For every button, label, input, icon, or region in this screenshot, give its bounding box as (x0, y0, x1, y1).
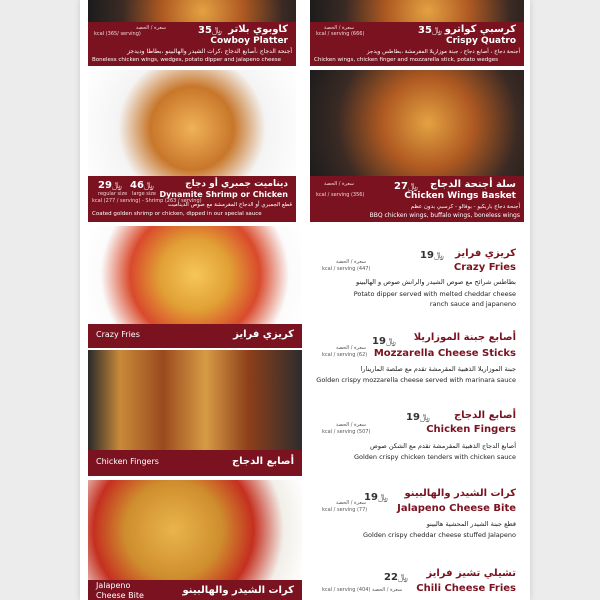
dynamite-desc-ar: قطع الجمبري أو الدجاج المقرمشة مع صوص الديناميت (167, 202, 292, 208)
dynamite-photo (88, 70, 296, 176)
mozzarella-sticks-kcal: kcal / serving (62) (322, 352, 368, 358)
cowboy-platter-title-ar: كاوبوي بلاتر (228, 24, 288, 35)
crazy-fries-title-en: Crazy Fries (453, 262, 516, 273)
jalapeno-cheese-bite-title-ar: كرات الشيدر والهالبينو (404, 488, 516, 499)
jalapeno-cheese-bite-bar-en-2: Cheese Bite (96, 591, 144, 600)
dynamite-desc-en: Coated golden shrimp or chicken, dipped in our special sauce (92, 211, 262, 217)
mozzarella-sticks-price: 19﷼ (372, 336, 396, 347)
dynamite-title-en: Dynamite Shrimp or Chicken (159, 190, 288, 199)
crispy-quatro-unit-ar: سعرة / الحصة (324, 25, 354, 31)
dynamite-size-large: large size (132, 191, 156, 197)
chili-cheese-fries-kcal: kcal / serving (404) سعرة / الحصة (322, 587, 403, 593)
dynamite-title-ar: ديناميت جمبري أو دجاج (185, 179, 288, 189)
mozzarella-sticks-unit-ar: سعرة / الحصة (336, 345, 366, 351)
jalapeno-cheese-bite-price: 19﷼ (364, 492, 388, 503)
crazy-fries-bar-ar: كريزي فرايز (233, 329, 294, 340)
crazy-fries-unit-ar: سعرة / الحصة (336, 259, 366, 265)
cowboy-platter-panel (88, 22, 296, 66)
jalapeno-cheese-bite-title-en: Jalapeno Cheese Bite (397, 503, 516, 514)
crispy-quatro-price: 35﷼ (418, 25, 442, 36)
chicken-wings-basket-title-ar: سلة أجنحة الدجاج (429, 179, 516, 190)
chicken-fingers-price: 19﷼ (406, 412, 430, 423)
cowboy-platter-kcal: kcal (365/ serving) (94, 31, 141, 37)
mozzarella-sticks-desc-ar: جبنة الموزاريلا الذهبية المقرمشة تقدم مع صلصة المارينارا (360, 365, 516, 373)
cowboy-platter-price: 35﷼ (198, 25, 222, 36)
chicken-fingers-bar-en: Chicken Fingers (96, 457, 159, 466)
mozzarella-sticks-desc-en: Golden crispy mozzarella cheese served with marinara sauce (316, 376, 516, 384)
dynamite-kcal: kcal (277 / serving) - Shrimp (263 / serving) (92, 198, 202, 204)
mozzarella-sticks-title-ar: أصابع جبنة الموزاريلا (413, 332, 516, 343)
crispy-quatro-kcal: kcal / serving (666) (316, 31, 365, 37)
chicken-wings-basket-title-en: Chicken Wings Basket (404, 191, 516, 201)
chicken-fingers-title-ar: أصابع الدجاج (453, 410, 516, 421)
jalapeno-cheese-bite-desc-ar: قطع جبنة الشيدر المحشية هالبينو (426, 520, 516, 528)
crazy-fries-label-bar (88, 324, 302, 348)
jalapeno-cheese-bite-desc-en: Golden crispy cheddar cheese stuffed Jalapeno (362, 531, 516, 539)
chicken-wings-basket-desc-ar: أجنحة دجاج باربكيو - بوفالو - كرسبي بدون عظم (410, 204, 520, 210)
crazy-fries-title-ar: كريزي فرايز (455, 248, 516, 259)
dynamite-price-regular: 29﷼ (98, 180, 122, 191)
chicken-wings-basket-photo (310, 70, 524, 176)
crazy-fries-desc-en-2: ranch sauce and japaneno (429, 300, 516, 308)
cowboy-platter-title-en: Cowboy Platter (210, 36, 288, 46)
chicken-wings-basket-unit-ar: سعرة / الحصة (324, 181, 354, 187)
jalapeno-cheese-bite-unit-ar: سعرة / الحصة (336, 500, 366, 506)
jalapeno-cheese-bite-photo (88, 480, 302, 580)
chicken-wings-basket-kcal: kcal / serving (356) (316, 192, 365, 198)
chicken-fingers-bar-ar: أصابع الدجاج (231, 456, 294, 467)
crispy-quatro-title-ar: كرسبي كواترو (444, 24, 516, 35)
crazy-fries-kcal: kcal / serving (447) (322, 266, 371, 272)
chicken-fingers-title-en: Chicken Fingers (426, 424, 516, 435)
crispy-quatro-title-en: Crispy Quatro (446, 36, 516, 46)
mozzarella-sticks-title-en: Mozzarella Cheese Sticks (373, 348, 516, 359)
dynamite-price-large: 46﷼ (130, 180, 154, 191)
menu-page (80, 0, 530, 600)
chicken-fingers-photo (88, 350, 302, 450)
cowboy-platter-desc-en: Boneless chicken wings, wedges, potato dipper and jalapeno cheese (92, 57, 281, 63)
chili-cheese-fries-title-ar: تشيلي تشيز فرايز (426, 568, 516, 579)
cowboy-platter-unit-ar: سعرة / الحصة (136, 25, 166, 31)
crispy-quatro-photo (310, 0, 524, 22)
crazy-fries-price: 19﷼ (420, 250, 444, 261)
chicken-fingers-desc-en: Golden crispy chicken tenders with chicken sauce (353, 453, 516, 461)
chili-cheese-fries-price: 22﷼ (384, 572, 408, 583)
chicken-fingers-label-bar (88, 450, 302, 476)
crazy-fries-photo (88, 226, 302, 324)
chicken-wings-basket-panel (310, 176, 524, 222)
chicken-fingers-unit-ar: سعرة / الحصة (336, 422, 366, 428)
chicken-wings-basket-price: 27﷼ (394, 181, 418, 192)
crazy-fries-desc-ar: بطاطس شرائح مع صوص الشيدر والرانش صوص و الهالبينو (355, 278, 516, 286)
crispy-quatro-desc-en: Chicken wings, chicken finger and mozzarella stick, potato wedges (314, 57, 499, 63)
chili-cheese-fries-title-en: Chili Cheese Fries (416, 583, 516, 594)
crazy-fries-bar-en: Crazy Fries (96, 330, 140, 339)
dynamite-panel (88, 176, 296, 222)
chicken-fingers-kcal: kcal / serving (507) (322, 429, 371, 435)
crazy-fries-desc-en-1: Potato dipper served with melted cheddar cheese (353, 290, 516, 298)
dynamite-size-regular: regular size (98, 191, 128, 197)
jalapeno-cheese-bite-bar-ar: كرات الشيدر والهالبينو (182, 585, 294, 596)
chicken-wings-basket-desc-en: BBQ chicken wings, buffalo wings, boneless wings (369, 212, 520, 219)
jalapeno-cheese-bite-bar-en-1: Jalapeno (96, 581, 131, 590)
crispy-quatro-desc-ar: أجنحة دجاج ، أصابع دجاج ، جبنة موزاريلا المقرمشة ،بطاطس ويدجز (366, 49, 520, 55)
jalapeno-cheese-bite-label-bar (88, 580, 302, 600)
crispy-quatro-panel (310, 22, 524, 66)
jalapeno-cheese-bite-kcal: kcal / serving (77) (322, 507, 368, 513)
cowboy-platter-photo (88, 0, 296, 22)
cowboy-platter-desc-ar: أجنحة الدجاج ،أصابع الدجاج ،كرات الشيدر والهالبينو ،بطاطا وديدجز (127, 48, 292, 55)
chicken-fingers-desc-ar: أصابع الدجاج الذهبية المقرمشة تقدم مع الشكن صوص (370, 442, 516, 450)
